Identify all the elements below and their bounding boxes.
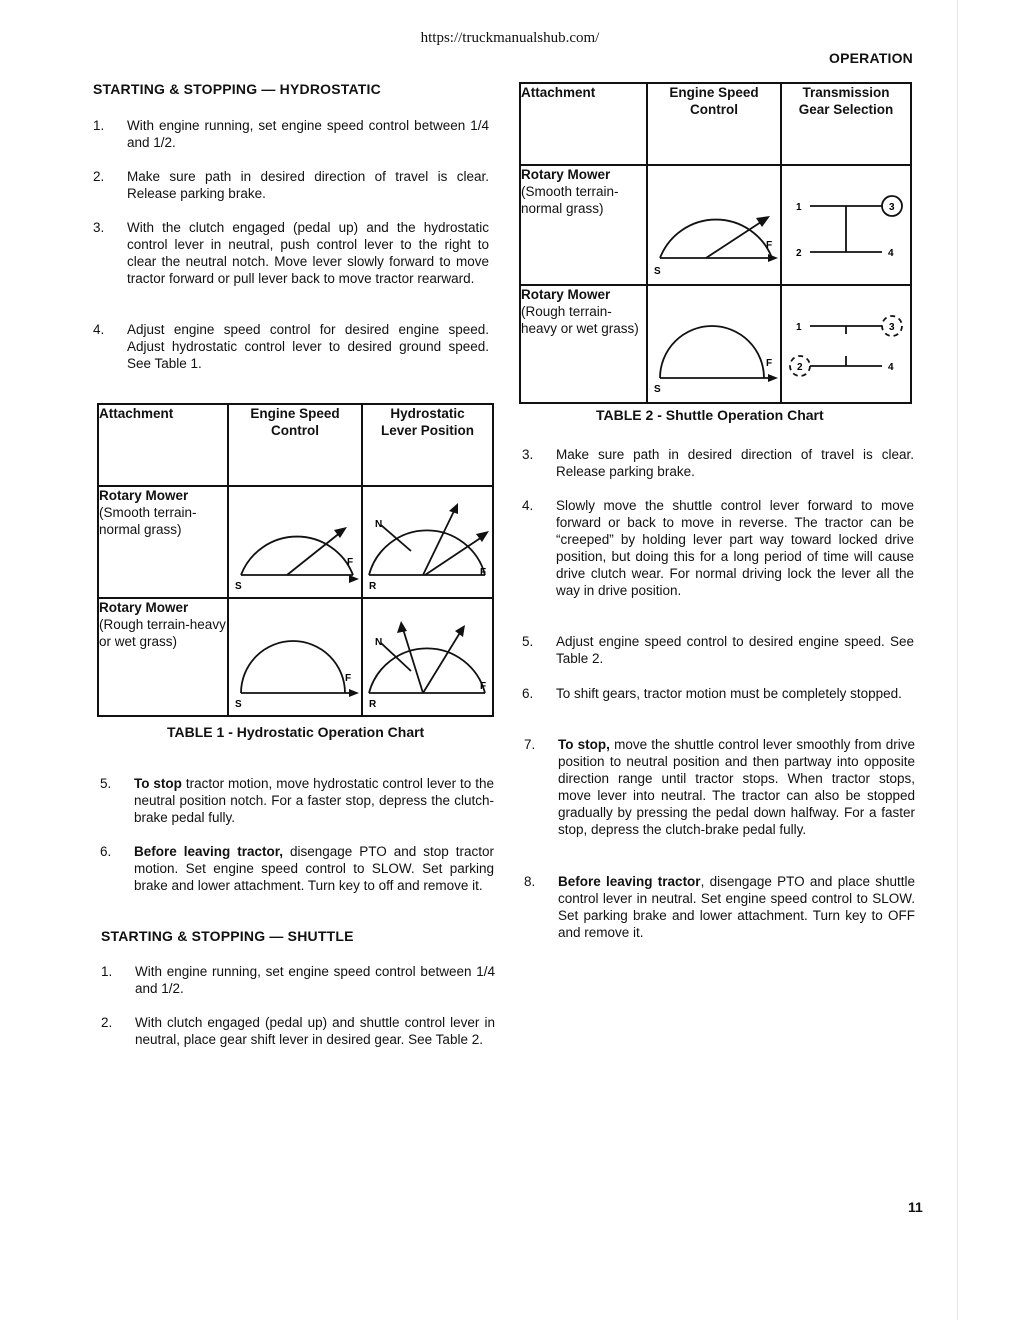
mark-forward: F: [480, 567, 487, 578]
mark-slow: S: [235, 699, 242, 710]
step-text: Adjust engine speed control to desired engine speed. See Table 2.: [556, 634, 914, 666]
step-item: [522, 633, 917, 673]
gear-label: 3: [889, 322, 895, 333]
gear-label: 1: [796, 322, 802, 333]
step-text: With the clutch engaged (pedal up) and the hydrostatic control lever in neutral, push control lever to the right to clear the neutral notch. Move lever slowly forward to move tractor forward or pull lever back to move tractor rearward.: [127, 220, 489, 286]
step-text: tractor motion, move hydrostatic control lever to the neutral position notch. For a faster stop, depress the clutch-brake pedal fully.: [134, 776, 494, 825]
step-number: 1.: [93, 118, 105, 133]
table2-gear-diagram-smooth: [781, 165, 911, 285]
table2-gear-diagram-rough: [781, 285, 911, 403]
mark-neutral: N: [375, 637, 383, 648]
arrow-head: [349, 689, 359, 697]
mark-slow: S: [654, 384, 661, 395]
step-number: 3.: [522, 447, 534, 462]
table2-row-rough-label: [520, 285, 647, 403]
table1-header-lever-position: Hydrostatic Lever Position: [362, 404, 493, 486]
table1-speed-dial-rough: [228, 598, 362, 716]
gear-label: 4: [888, 248, 894, 259]
row-attachment-name: Rotary Mower: [99, 488, 189, 503]
step-number: 6.: [100, 844, 112, 859]
arrow-head: [349, 575, 359, 583]
step-number: 4.: [522, 498, 534, 513]
step-emphasis: Before leaving tractor: [558, 874, 701, 889]
table2-speed-dial-rough: [647, 285, 781, 403]
step-emphasis: To stop: [134, 776, 182, 791]
speed-dial-arc: [660, 326, 764, 378]
step-item: [100, 843, 500, 913]
source-url: https://truckmanualshub.com/: [420, 30, 600, 46]
gear-label: 1: [796, 202, 802, 213]
table1-speed-dial-smooth: [228, 486, 362, 598]
step-item: [93, 117, 493, 157]
mark-neutral: N: [375, 519, 383, 530]
step-number: 2.: [93, 169, 105, 184]
step-item: [522, 497, 917, 622]
arrow-head: [768, 374, 778, 382]
table1-lever-diagram-rough: [362, 598, 493, 716]
step-number: 5.: [100, 776, 112, 791]
mark-forward: F: [480, 681, 487, 692]
step-emphasis: To stop,: [558, 737, 610, 752]
step-text: move the shuttle control lever smoothly from drive position to neutral position and then partway into opposite direction range until tractor stops. When tractor stops, move lever into neutral. The tractor can also be stopped gradually by pressing the pedal down halfway. For a faster stop, depress the clutch-brake pedal fully.: [558, 737, 915, 837]
hydrostatic-operation-table: [97, 403, 494, 717]
gear-label: 2: [797, 362, 803, 373]
step-number: 6.: [522, 686, 534, 701]
step-text: With clutch engaged (pedal up) and shuttle control lever in neutral, place gear shift lever in desired gear. See Table 2.: [135, 1015, 495, 1047]
step-item: [522, 685, 917, 725]
mark-reverse: R: [369, 581, 377, 592]
table1-header-engine-speed: Engine Speed Control: [228, 404, 362, 486]
running-header: OPERATION: [829, 50, 913, 66]
step-item: [93, 321, 493, 376]
row-attachment-condition: (Rough terrain-heavy or wet grass): [521, 304, 639, 336]
step-text: To shift gears, tractor motion must be completely stopped.: [556, 686, 902, 701]
row-attachment-condition: (Rough terrain-heavy or wet grass): [99, 617, 226, 649]
step-item: [522, 446, 917, 486]
arrow-head: [397, 621, 407, 633]
page-number: 11: [908, 1199, 923, 1215]
table1-header-attachment: Attachment: [98, 404, 228, 486]
table2-caption: TABLE 2 - Shuttle Operation Chart: [596, 407, 824, 423]
mark-fast: F: [345, 673, 352, 684]
step-number: 1.: [101, 964, 113, 979]
mark-reverse: R: [369, 699, 377, 710]
step-text: With engine running, set engine speed control between 1/4 and 1/2.: [127, 118, 489, 150]
scan-edge: [957, 0, 958, 1320]
shuttle-operation-table: [519, 82, 912, 404]
row-attachment-name: Rotary Mower: [521, 167, 611, 182]
section-title-shuttle: STARTING & STOPPING — SHUTTLE: [101, 928, 354, 944]
table1-lever-diagram-smooth: [362, 486, 493, 598]
lever-arrow: [423, 631, 461, 693]
mark-fast: F: [766, 240, 773, 251]
step-text: Make sure path in desired direction of travel is clear. Release parking brake.: [556, 447, 914, 479]
step-text: Slowly move the shuttle control lever forward to move forward or back to move in reverse. The tractor can be “creeped” by holding lever part way toward locked drive position, but doing this for a long period of time will cause drive clutch wear. For normal driving lock the lever all the way in drive position.: [556, 498, 914, 598]
mark-fast: F: [347, 557, 354, 568]
section-title-hydrostatic: STARTING & STOPPING — HYDROSTATIC: [93, 81, 381, 97]
table1-row-smooth-label: [98, 486, 228, 598]
arrow-head: [756, 216, 770, 227]
table1-row-rough-label: [98, 598, 228, 716]
speed-dial-arc: [241, 641, 345, 693]
step-item: [93, 168, 493, 208]
arrow-head: [768, 254, 778, 262]
mark-fast: F: [766, 358, 773, 369]
step-text: With engine running, set engine speed control between 1/4 and 1/2.: [135, 964, 495, 996]
gear-label: 2: [796, 248, 802, 259]
table2-row-smooth-label: [520, 165, 647, 285]
step-item: [101, 963, 501, 1003]
step-number: 2.: [101, 1015, 113, 1030]
step-number: 5.: [522, 634, 534, 649]
step-text: Adjust engine speed control for desired engine speed. Adjust hydrostatic control lever to desired ground speed. See Table 1.: [127, 322, 489, 371]
step-item: [524, 736, 917, 861]
row-attachment-condition: (Smooth terrain-normal grass): [521, 184, 619, 216]
arrow-head: [455, 625, 465, 637]
step-number: 4.: [93, 322, 105, 337]
mark-slow: S: [235, 581, 242, 592]
speed-dial-arc: [241, 537, 353, 575]
row-attachment-name: Rotary Mower: [521, 287, 611, 302]
table2-speed-dial-smooth: [647, 165, 781, 285]
step-number: 3.: [93, 220, 105, 235]
step-number: 7.: [524, 737, 536, 752]
table1-caption: TABLE 1 - Hydrostatic Operation Chart: [167, 724, 425, 740]
table2-header-engine-speed: Engine Speed Control: [647, 83, 781, 165]
step-item: [524, 873, 917, 948]
step-emphasis: Before leaving tractor,: [134, 844, 283, 859]
step-item: [101, 1014, 501, 1069]
step-number: 8.: [524, 874, 536, 889]
mark-slow: S: [654, 266, 661, 277]
step-item: [100, 775, 500, 830]
step-text: disengage PTO and stop tractor motion. Set engine speed control to SLOW. Set parking brake and lower attachment. Turn key to off and remove it.: [134, 844, 494, 893]
row-attachment-name: Rotary Mower: [99, 600, 189, 615]
arrow-head: [449, 503, 458, 514]
table2-header-attachment: Attachment: [520, 83, 647, 165]
step-item: [93, 219, 493, 309]
row-attachment-condition: (Smooth terrain-normal grass): [99, 505, 197, 537]
gear-label: 4: [888, 362, 894, 373]
gear-label: 3: [889, 202, 895, 213]
lever-arrow: [403, 629, 423, 693]
step-text: Make sure path in desired direction of travel is clear. Release parking brake.: [127, 169, 489, 201]
neutral-line: [381, 643, 411, 671]
table2-header-gear-selection: Transmission Gear Selection: [781, 83, 911, 165]
step-text: , disengage PTO and place shuttle control lever in neutral. Set engine speed control to SLOW. Set parking brake and lower attachment. Turn key to OFF and remove it.: [558, 874, 915, 940]
speed-lever-arrow: [706, 220, 764, 258]
